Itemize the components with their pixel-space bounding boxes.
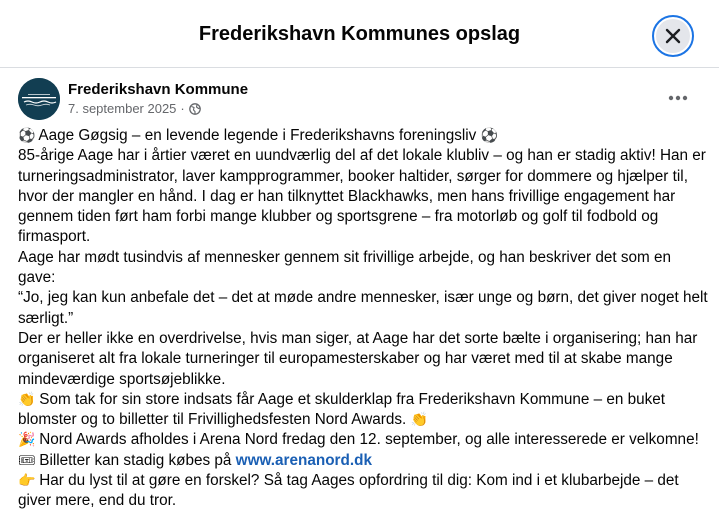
post-text-segment: Billetter kan stadig købes på: [39, 451, 232, 469]
modal-title: Frederikshavn Kommunes opslag: [198, 23, 521, 45]
post-text-segment: Nord Awards afholdes i Arena Nord fredag den 12. september, og alle interesserede er velkomne!: [39, 431, 699, 449]
post-text-segment: firmasport.: [18, 228, 91, 246]
post-text-line: [18, 451, 706, 471]
post-text-segment: giver mere, end du tror.: [18, 492, 177, 510]
clapping-hands-icon: 👏: [18, 391, 36, 408]
post-text-line: [18, 390, 706, 410]
post-text-segment: Aage har mødt tusindvis af mennesker gennem sit frivillige arbejde, og han beskriver det som en: [18, 248, 671, 266]
post-text-segment: særligt.”: [18, 309, 74, 327]
post-text-segment: turneringsadministrator, laver kampprogrammer, booker haltider, sørger for dommere og hjælper til,: [18, 167, 688, 185]
post-text-line: [18, 309, 706, 329]
soccer-ball-icon: ⚽: [480, 128, 499, 144]
more-options-icon: [668, 95, 688, 101]
clapping-hands-icon: 👏: [410, 412, 428, 429]
post-text-line: [18, 248, 706, 268]
avatar[interactable]: [18, 78, 60, 120]
post-text-line: [18, 187, 706, 207]
close-button[interactable]: [652, 15, 694, 57]
author-name[interactable]: Frederikshavn Kommune: [68, 81, 249, 98]
post-header: [18, 78, 708, 122]
post-text-segment: Har du lyst til at gøre en forskel? Så tag Aages opfordring til dig: Kom ind i et klubarbejde – det: [39, 472, 679, 490]
post-text-segment: blomster og to billetter til Frivillighedsfesten Nord Awards.: [18, 411, 407, 429]
post-text-segment: mindeværdige sportsøjeblikke.: [18, 370, 226, 388]
globe-icon: [189, 103, 201, 115]
post-text-line: [18, 146, 706, 166]
close-icon: [665, 28, 681, 44]
post-text-segment: Som tak for sin store indsats får Aage et skulderklap fra Frederikshavn Kommune – en buket: [39, 390, 666, 408]
post-text-line: [18, 430, 706, 450]
more-options-button[interactable]: [664, 84, 692, 112]
post-text-segment: hvor der mangler en hånd. I dag er han tilknyttet Blackhawks, men hans frivillige engagement har: [18, 187, 676, 205]
post-text-line: [18, 268, 706, 288]
post-text-line: [18, 288, 706, 308]
modal-header: [0, 0, 719, 68]
party-popper-icon: 🎉: [18, 432, 36, 449]
post-text-line: [18, 167, 706, 187]
post-text-segment: “Jo, jeg kan kun anbefale det – det at møde andre mennesker, især unge og børn, det giver noget helt: [18, 289, 708, 307]
pointing-right-icon: 👉: [18, 473, 36, 490]
post-text-line: [18, 349, 706, 369]
post-text-line: [18, 370, 706, 390]
post-text-line: [18, 126, 706, 146]
arena-nord-link[interactable]: www.arenanord.dk: [235, 451, 372, 469]
post-text-line: [18, 491, 706, 511]
post-text-line: [18, 329, 706, 349]
post-text-line: [18, 207, 706, 227]
post-text-line: [18, 410, 706, 430]
post-date[interactable]: 7. september 2025: [68, 101, 177, 116]
ticket-icon: 🎟: [18, 452, 36, 469]
post-text-segment: gennem tiden ført ham forbi mange klubber og sportsgrene – fra motorløb og golf til fodbold og: [18, 208, 659, 226]
post-text: [18, 126, 706, 512]
post-text-segment: Der er heller ikke en overdrivelse, hvis man siger, at Aage har det sorte bælte i organisering; han har: [18, 329, 698, 347]
post-text-segment: gave:: [18, 269, 56, 287]
post-text-segment: Aage Gøgsig – en levende legende i Frederikshavns foreningsliv: [38, 127, 477, 144]
post-meta: [68, 101, 201, 117]
post-text-segment: organiseret alt fra lokale turneringer til europamesterskaber og har været med til at skabe mange: [18, 350, 673, 368]
meta-separator: ·: [180, 101, 185, 116]
soccer-ball-icon: ⚽: [18, 128, 36, 144]
post-text-line: [18, 471, 706, 491]
post-text-segment: 85-årige Aage har i årtier været en uundværlig del af det lokale klubliv – og han er stadig aktiv! Han er: [18, 147, 706, 165]
municipality-logo-icon: [18, 78, 60, 120]
post-text-line: [18, 227, 706, 247]
